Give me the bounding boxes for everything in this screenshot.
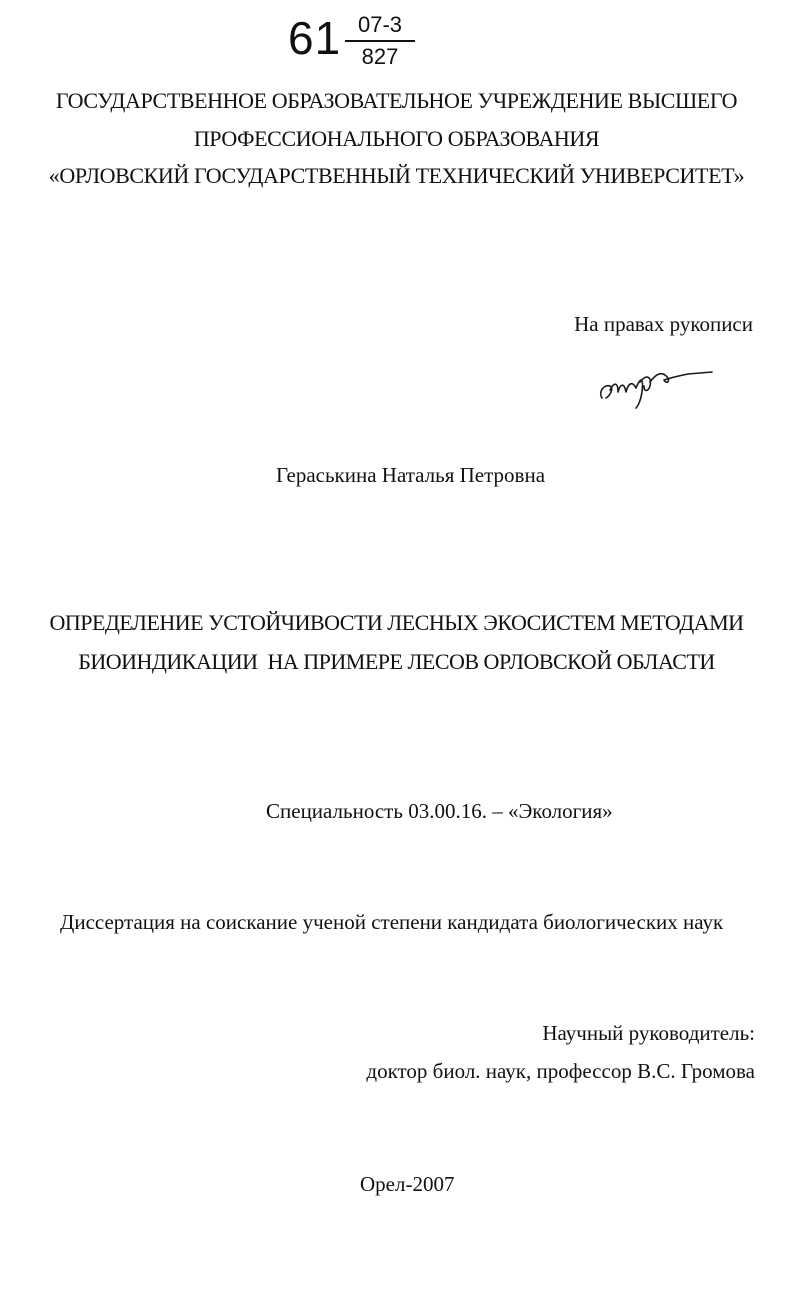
catalog-code-fraction-bar [345,40,415,42]
catalog-code-numerator: 07-3 [357,12,403,37]
author-name: Гераськина Наталья Петровна [275,463,546,487]
institution-line-1: ГОСУДАРСТВЕННОЕ ОБРАЗОВАТЕЛЬНОЕ УЧРЕЖДЕНИЕ ВЫСШЕГО [55,88,738,113]
catalog-code-main: 61 [288,12,342,64]
institution-line-3: «ОРЛОВСКИЙ ГОСУДАРСТВЕННЫЙ ТЕХНИЧЕСКИЙ УНИВЕРСИТЕТ» [48,163,745,188]
catalog-code-denominator: 827 [361,44,399,69]
supervisor-label: Научный руководитель: [542,1021,755,1045]
catalog-code-fraction [345,12,415,70]
rights-note: На правах рукописи [574,312,753,336]
handwritten-signature [596,352,716,412]
supervisor-name: доктор биол. наук, профессор В.С. Громова [366,1059,755,1083]
specialty: Специальность 03.00.16. – «Экология» [266,799,613,823]
city-year: Орел-2007 [360,1172,455,1196]
degree-statement: Диссертация на соискание ученой степени кандидата биологических наук [60,910,724,934]
thesis-title-line-2: БИОИНДИКАЦИИ НА ПРИМЕРЕ ЛЕСОВ ОРЛОВСКОЙ ОБЛАСТИ [78,649,715,674]
institution-line-2: ПРОФЕССИОНАЛЬНОГО ОБРАЗОВАНИЯ [193,126,600,151]
thesis-title-line-1: ОПРЕДЕЛЕНИЕ УСТОЙЧИВОСТИ ЛЕСНЫХ ЭКОСИСТЕМ МЕТОДАМИ [49,610,744,635]
